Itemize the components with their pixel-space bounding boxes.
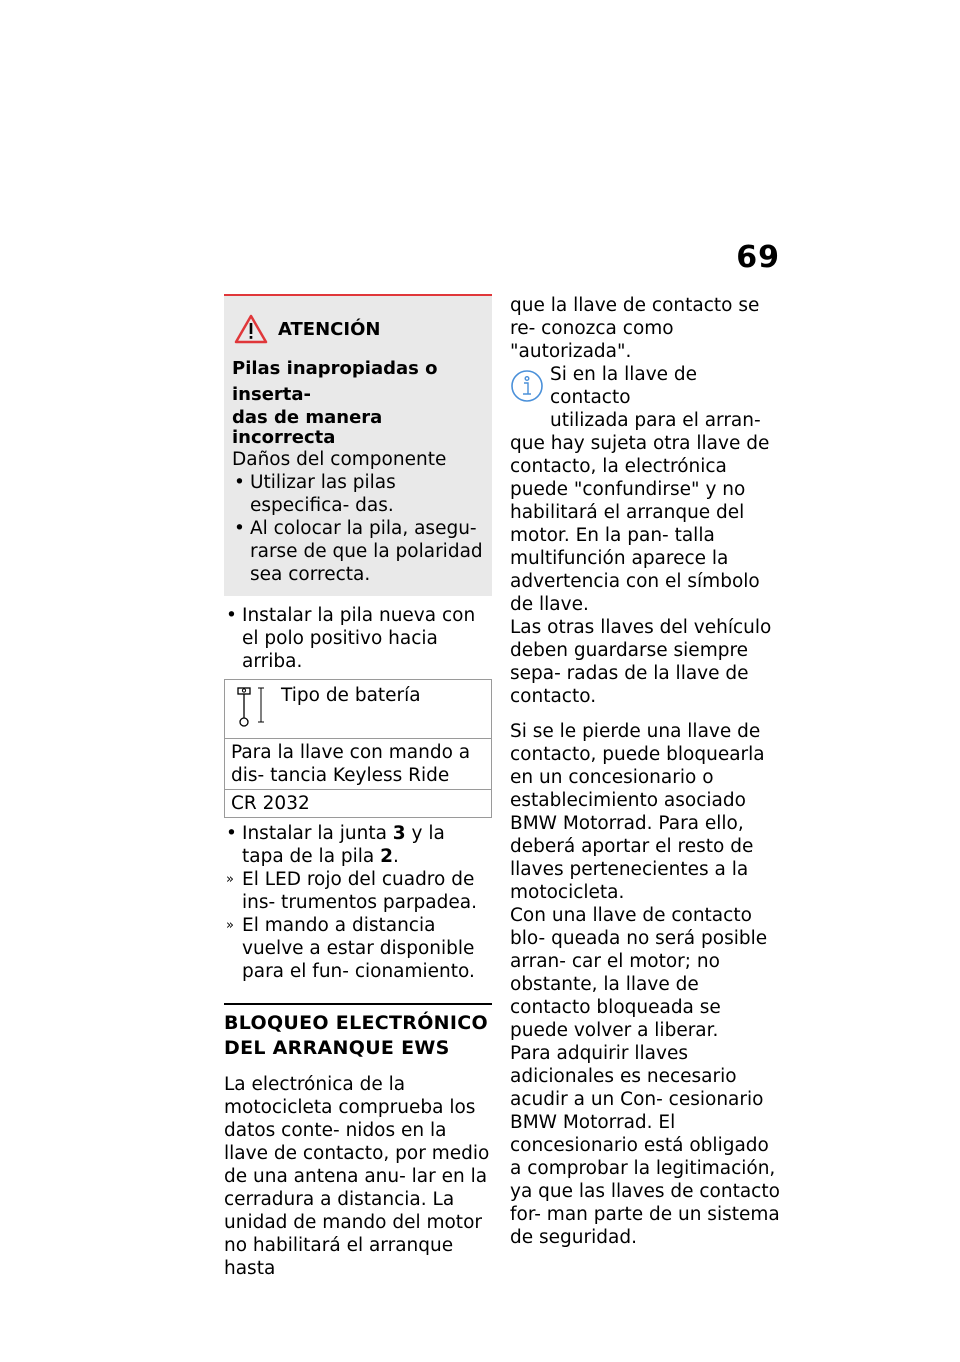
instruction-list-2 <box>224 822 492 983</box>
warning-title: ATENCIÓN <box>278 318 381 340</box>
paragraph-continued: que la llave de contacto se re- conozca como "autorizada". <box>510 295 760 362</box>
warning-header <box>232 314 484 344</box>
instruction-result: » El LED rojo del cuadro de ins- trumentos parpadea. <box>226 869 477 913</box>
warning-box <box>224 294 492 596</box>
section-heading: BLOQUEO ELECTRÓNICO DEL ARRANQUE EWS <box>224 1003 492 1061</box>
instruction-list <box>224 604 492 673</box>
warning-bullet: • Utilizar las pilas especifica- das. <box>234 472 396 516</box>
instruction-step: • Instalar la pila nueva con el polo positivo hacia arriba. <box>226 605 476 672</box>
info-text: que hay sujeta otra llave de contacto, la electrónica puede "confundirse" y no habilitará el arranque del motor. En la pan- talla multifunción aparece la advertencia con el símbolo de llave. <box>510 433 770 615</box>
right-column <box>510 294 782 1249</box>
battery-spec-table <box>224 679 492 818</box>
spec-table-row: Para la llave con mando a dis- tancia Keyless Ride <box>225 738 491 789</box>
paragraph: Con una llave de contacto blo- queada no será posible arran- car el motor; no obstante, la llave de contacto bloqueada se puede volver a liberar. <box>510 905 768 1041</box>
info-line1: Si en la llave de contacto <box>550 364 698 408</box>
warning-subtitle-line2: das de manera incorrecta <box>232 407 383 448</box>
spec-table-value: CR 2032 <box>225 789 491 817</box>
paragraph: Si se le pierde una llave de contacto, puede bloquearla en un concesionario o establecimiento asociado BMW Motorrad. Para ello, deberá aportar el resto de llaves pertenecientes a la motocicleta. <box>510 721 765 903</box>
section-paragraph: La electrónica de la motocicleta comprueba los datos conte- nidos en la llave de contacto, por medio de una antena anu- lar en la cerradura a distancia. La unidad de mando del motor no habilitará el arranque hasta <box>224 1074 490 1279</box>
info-note <box>510 363 782 616</box>
paragraph: Para adquirir llaves adicionales es necesario acudir a un Con- cesionario BMW Motorrad. El concesionario está obligado a comprobar la legitimación, ya que las llaves de contacto for- man parte de un sistema de seguridad. <box>510 1043 780 1248</box>
warning-bullet: • Al colocar la pila, asegu- rarse de que la polaridad sea correcta. <box>234 518 483 585</box>
spec-table-title: Tipo de batería <box>281 685 421 706</box>
warning-triangle-icon <box>234 314 268 344</box>
page-number: 69 <box>736 240 780 275</box>
warning-bullets <box>232 471 484 586</box>
warning-subtitle-line1: Pilas inapropiadas o inserta- <box>232 358 438 405</box>
paragraph: Las otras llaves del vehículo deben guardarse siempre sepa- radas de la llave de contacto. <box>510 617 772 707</box>
info-icon <box>510 369 544 403</box>
battery-icon <box>235 684 267 728</box>
instruction-result: » El mando a distancia vuelve a estar disponible para el fun- cionamiento. <box>226 915 475 982</box>
warning-text: Daños del componente <box>232 449 447 470</box>
spec-table-header <box>225 680 491 738</box>
info-line2: utilizada para el arran- <box>550 410 761 431</box>
instruction-step: • Instalar la junta 3 y la tapa de la pila 2. <box>226 823 445 867</box>
left-column <box>224 294 492 1280</box>
